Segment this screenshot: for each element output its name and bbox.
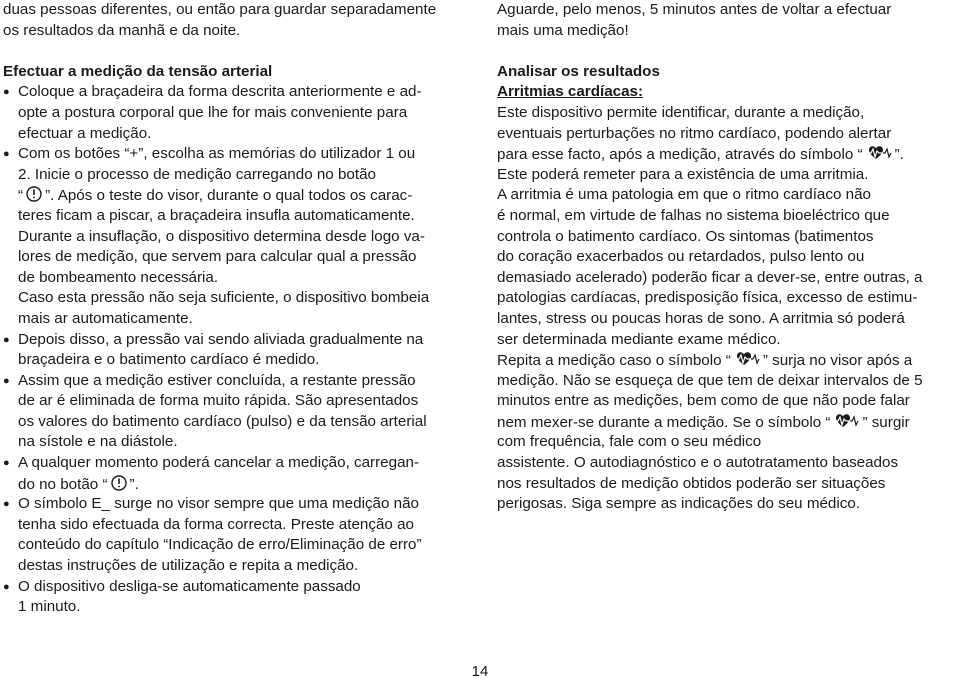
- bullet-icon: [3, 144, 18, 166]
- text-line: de bombeamento necessária.: [18, 268, 219, 286]
- text-line: Depois disso, a pressão vai sendo aliviada gradualmente na: [18, 330, 424, 348]
- bullet-icon: [3, 371, 18, 393]
- text-line: é normal, em virtude de falhas no sistema bioeléctrico que: [497, 206, 890, 224]
- arrhythmia-heart-icon: [865, 144, 893, 169]
- text-line: medição. Não se esqueça de que tem de deixar intervalos de 5: [497, 371, 923, 389]
- text-line: Este poderá remeter para a existência de uma arritmia.: [497, 165, 869, 183]
- text-line: do coração exacerbados ou retardados, pulso lento ou: [497, 248, 865, 266]
- text-line: Coloque a braçadeira da forma descrita anteriormente e ad-: [18, 83, 422, 101]
- bullet-icon: [3, 330, 18, 352]
- text-fragment: para esse facto, após a medição, através do símbolo “: [497, 146, 863, 164]
- text-line: de ar é eliminada de forma muito rápida. São apresentados: [18, 392, 419, 410]
- text-line: conteúdo do capítulo “Indicação de erro/Eliminação de erro”: [18, 536, 422, 554]
- text-line: Aguarde, pelo menos, 5 minutos antes de voltar a efectuar: [497, 1, 892, 18]
- text-line: ser determinada mediante exame médico.: [497, 330, 781, 348]
- text-line: O símbolo E_ surge no visor sempre que uma medição não: [18, 495, 419, 513]
- page-number: 14: [471, 663, 489, 680]
- text-line: O dispositivo desliga-se automaticamente passado: [18, 577, 361, 595]
- text-line: patologias cardíacas, predisposição física, excesso de estimu-: [497, 289, 918, 307]
- text-fragment: ” surja no visor após a: [762, 352, 913, 370]
- text-line: assistente. O autodiagnóstico e o autotratamento baseados: [497, 454, 899, 472]
- left-column: [3, 0, 465, 618]
- text-line: controla o batimento cardíaco. Os sintomas (batimentos: [497, 227, 874, 245]
- text-line: 1 minuto.: [18, 598, 81, 616]
- text-line: teres ficam a piscar, a braçadeira insufla automaticamente.: [18, 206, 415, 224]
- text-line: A arritmia é uma patologia em que o ritmo cardíaco não: [497, 186, 871, 204]
- text-line: demasiado acelerado) poderão ficar a dever-se, entre outras, a: [497, 268, 923, 286]
- bullet-icon: [3, 453, 18, 475]
- text-fragment: ”.: [894, 146, 904, 164]
- text-fragment: ”.: [129, 475, 139, 493]
- bullet-icon: [3, 494, 18, 516]
- text-fragment: nem mexer-se durante a medição. Se o símbolo “: [497, 413, 831, 431]
- text-line: braçadeira e o batimento cardíaco é medido.: [18, 351, 320, 369]
- bullet-icon: [3, 577, 18, 599]
- text-line: Este dispositivo permite identificar, durante a medição,: [497, 103, 865, 121]
- text-line: duas pessoas diferentes, ou então para guardar separadamente: [3, 1, 437, 18]
- text-line: na sístole e na diástole.: [18, 433, 178, 451]
- text-line: nos resultados de medição obtidos poderão ser situações: [497, 474, 886, 492]
- text-line: efectuar a medição.: [18, 124, 152, 142]
- arrhythmia-heart-icon: [832, 412, 860, 437]
- text-line: eventuais perturbações no ritmo cardíaco, podendo alertar: [497, 124, 892, 142]
- text-line: Assim que a medição estiver concluída, a restante pressão: [18, 371, 416, 389]
- text-line: destas instruções de utilização e repita a medição.: [18, 557, 359, 575]
- text-line: mais uma medição!: [497, 21, 629, 39]
- section-heading-measurement: Efectuar a medição da tensão arterial: [3, 62, 273, 80]
- text-line: mais ar automaticamente.: [18, 309, 193, 327]
- text-line: A qualquer momento poderá cancelar a medição, carregan-: [18, 454, 420, 472]
- text-line: perigosas. Siga sempre as indicações do seu médico.: [497, 495, 861, 513]
- subheading-arrhythmia: Arritmias cardíacas:: [497, 83, 644, 101]
- text-fragment: “: [18, 187, 24, 205]
- text-line: minutos entre as medições, bem como de que não pode falar: [497, 392, 910, 410]
- bullet-icon: [3, 82, 18, 104]
- text-fragment: ” surgir: [862, 413, 910, 431]
- text-line: os valores do batimento cardíaco (pulso) e da tensão arterial: [18, 412, 427, 430]
- section-heading-results: Analisar os resultados: [497, 62, 660, 80]
- text-fragment: do no botão “: [18, 475, 108, 493]
- text-line: lantes, stress ou poucas horas de sono. A arritmia só poderá: [497, 309, 905, 327]
- text-line: com frequência, fale com o seu médico: [497, 433, 762, 451]
- text-line: Com os botões “+”, escolha as memórias do utilizador 1 ou: [18, 145, 416, 163]
- text-line: Durante a insuflação, o dispositivo determina desde logo va-: [18, 227, 425, 245]
- text-line: opte a postura corporal que lhe for mais conveniente para: [18, 103, 408, 121]
- text-line: tenha sido efectuada da forma correcta. Preste atenção ao: [18, 515, 414, 533]
- text-line: os resultados da manhã e da noite.: [3, 21, 241, 39]
- text-line: 2. Inicie o processo de medição carregando no botão: [18, 165, 376, 183]
- right-column: [497, 0, 959, 515]
- text-line: Caso esta pressão não seja suficiente, o dispositivo bombeia: [18, 289, 430, 307]
- text-fragment: ”. Após o teste do visor, durante o qual todos os carac-: [45, 187, 413, 205]
- text-line: lores de medição, que servem para calcular qual a pressão: [18, 248, 417, 266]
- text-fragment: Repita a medição caso o símbolo “: [497, 352, 731, 370]
